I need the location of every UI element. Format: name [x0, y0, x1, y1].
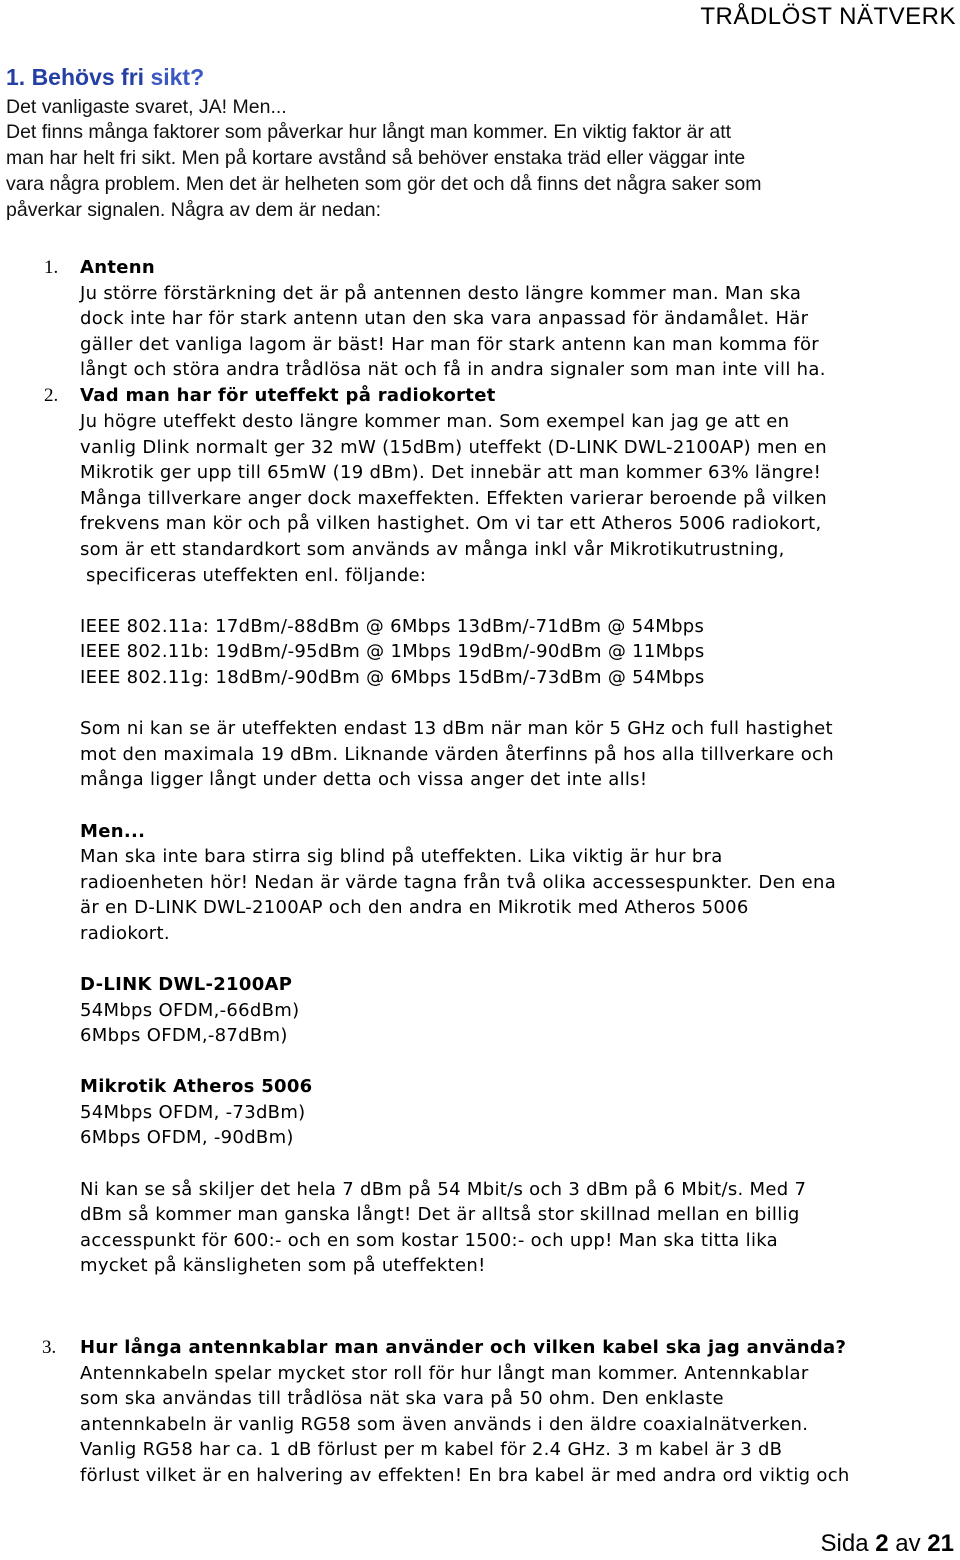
item-2-line-2: vanlig Dlink normalt ger 32 mW (15dBm) uteffekt (D-LINK DWL-2100AP) men en [80, 437, 827, 458]
item-3-line-4: Vanlig RG58 har ca. 1 dB förlust per m kabel för 2.4 GHz. 3 m kabel är 3 dB [80, 1439, 783, 1460]
list-number-1: 1. [44, 257, 59, 278]
page-current: 2 [875, 1530, 889, 1557]
item-3-line-5: förlust vilket är en halvering av effekten! En bra kabel är med andra ord viktig och [80, 1465, 850, 1486]
item-3-line-3: antennkabeln är vanlig RG58 som även används i den äldre coaxialnätverken. [80, 1414, 809, 1435]
dlink-line-1: 54Mbps OFDM,-66dBm) [80, 1000, 300, 1021]
list-number-3: 3. [42, 1337, 57, 1358]
item-3-line-1: Antennkabeln spelar mycket stor roll för hur långt man kommer. Antennkablar [80, 1363, 809, 1384]
list-number-2: 2. [44, 385, 59, 406]
document-header-title: TRÅDLÖST NÄTVERK [700, 3, 956, 30]
page-total: 21 [927, 1530, 954, 1557]
para4-line-3: accesspunkt för 600:- och en som kostar 1500:- och upp! Man ska titta lika [80, 1230, 778, 1251]
mikrotik-line-2: 6Mbps OFDM, -90dBm) [80, 1127, 294, 1148]
page-number [821, 1530, 954, 1558]
para4-line-2: dBm så kommer man ganska långt! Det är alltså stor skillnad mellan en billig [80, 1204, 800, 1225]
spec-line-80211a: IEEE 802.11a: 17dBm/-88dBm @ 6Mbps 13dBm/-71dBm @ 54Mbps [80, 616, 705, 637]
item-2-line-7: specificeras uteffekten enl. följande: [80, 565, 427, 586]
para4-line-4: mycket på känsligheten som på uteffekten! [80, 1255, 486, 1276]
mikrotik-title: Mikrotik Atheros 5006 [80, 1076, 313, 1097]
para4-line-1: Ni kan se så skiljer det hela 7 dBm på 54 Mbit/s och 3 dBm på 6 Mbit/s. Med 7 [80, 1179, 807, 1200]
item-2-line-3: Mikrotik ger upp till 65mW (19 dBm). Det innebär att man kommer 63% längre! [80, 462, 822, 483]
spec-line-80211b: IEEE 802.11b: 19dBm/-95dBm @ 1Mbps 19dBm/-90dBm @ 11Mbps [80, 641, 705, 662]
dlink-title: D-LINK DWL-2100AP [80, 974, 293, 995]
para3-line-4: radiokort. [80, 923, 170, 944]
para2-line-1: Som ni kan se är uteffekten endast 13 dBm när man kör 5 GHz och full hastighet [80, 718, 833, 739]
intro-line-1: Det vanligaste svaret, JA! Men... [6, 96, 287, 118]
para3-line-3: är en D-LINK DWL-2100AP och den andra en Mikrotik med Atheros 5006 [80, 897, 749, 918]
item-2-title: Vad man har för uteffekt på radiokortet [80, 385, 496, 406]
men-heading: Men... [80, 821, 146, 842]
intro-line-3: man har helt fri sikt. Men på kortare avstånd så behöver enstaka träd eller väggar inte [6, 147, 746, 169]
section-heading-main: 1. Behövs fri [6, 64, 145, 90]
para2-line-2: mot den maximala 19 dBm. Liknande värden återfinns på hos alla tillverkare och [80, 744, 834, 765]
item-1-line-1: Ju större förstärkning det är på antennen desto längre kommer man. Man ska [80, 283, 802, 304]
section-heading [6, 64, 204, 91]
dlink-line-2: 6Mbps OFDM,-87dBm) [80, 1025, 288, 1046]
item-1-line-4: långt och störa andra trådlösa nät och få in andra signaler som man inte vill ha. [80, 359, 826, 380]
item-2-line-6: som är ett standardkort som används av många inkl vår Mikrotikutrustning, [80, 539, 785, 560]
item-2-line-1: Ju högre uteffekt desto längre kommer man. Som exempel kan jag ge att en [80, 411, 790, 432]
intro-line-2: Det finns många faktorer som påverkar hur långt man kommer. En viktig faktor är att [6, 121, 732, 143]
para3-line-1: Man ska inte bara stirra sig blind på uteffekten. Lika viktig är hur bra [80, 846, 723, 867]
item-3-line-2: som ska användas till trådlösa nät ska vara på 50 ohm. Den enklaste [80, 1388, 724, 1409]
item-3-title: Hur långa antennkablar man använder och vilken kabel ska jag använda? [80, 1337, 847, 1358]
spec-line-80211g: IEEE 802.11g: 18dBm/-90dBm @ 6Mbps 15dBm/-73dBm @ 54Mbps [80, 667, 705, 688]
para2-line-3: många ligger långt under detta och vissa anger det inte alls! [80, 769, 648, 790]
intro-line-4: vara några problem. Men det är helheten som gör det och då finns det några saker som [6, 173, 762, 195]
intro-line-5: påverkar signalen. Några av dem är nedan: [6, 199, 382, 221]
item-2-line-4: Många tillverkare anger dock maxeffekten. Effekten varierar beroende på vilken [80, 488, 827, 509]
section-heading-end: sikt? [150, 64, 205, 90]
page-prefix: Sida [820, 1530, 869, 1557]
mikrotik-line-1: 54Mbps OFDM, -73dBm) [80, 1102, 306, 1123]
item-1-title: Antenn [80, 257, 155, 278]
para3-line-2: radioenheten hör! Nedan är värde tagna från två olika accessespunkter. Den ena [80, 872, 837, 893]
item-1-line-2: dock inte har för stark antenn utan den ska vara anpassad för ändamålet. Här [80, 308, 809, 329]
page-middle: av [895, 1530, 921, 1557]
item-2-line-5: frekvens man kör och på vilken hastighet. Om vi tar ett Atheros 5006 radiokort, [80, 513, 822, 534]
item-1-line-3: gäller det vanliga lagom är bäst! Har man för stark antenn kan man komma för [80, 334, 820, 355]
